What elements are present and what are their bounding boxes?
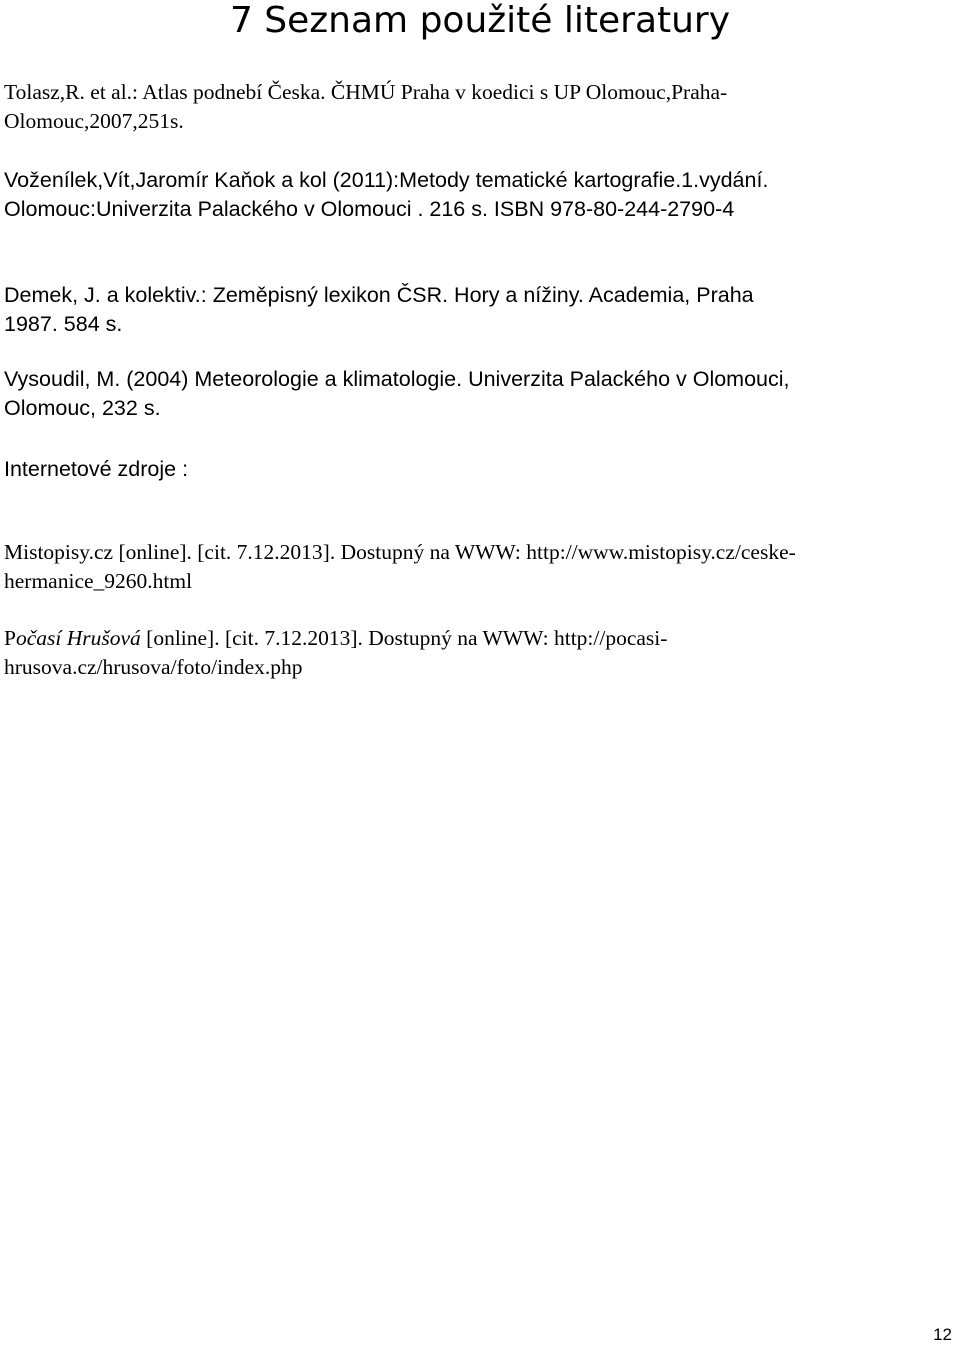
reference-tolasz bbox=[4, 78, 944, 136]
reference-mistopisy bbox=[4, 538, 944, 596]
page-title: 7 Seznam použité literatury bbox=[229, 0, 731, 41]
reference-line: Olomouc,2007,251s. bbox=[4, 109, 184, 133]
reference-pocasi-hrusova bbox=[4, 624, 944, 682]
reference-line: Olomouc:Univerzita Palackého v Olomouci . 216 s. ISBN 978-80-244-2790-4 bbox=[4, 197, 735, 221]
reference-line: Tolasz,R. et al.: Atlas podnebí Česka. ČHMÚ Praha v koedici s UP Olomouc,Praha- bbox=[4, 80, 728, 104]
reference-line: 1987. 584 s. bbox=[4, 312, 123, 336]
reference-line: Olomouc, 232 s. bbox=[4, 396, 161, 420]
reference-demek bbox=[4, 281, 944, 339]
reference-line: Mistopisy.cz [online]. [cit. 7.12.2013]. Dostupný na WWW: http://www.mistopisy.cz/ceske- bbox=[4, 540, 796, 564]
reference-vozenilek bbox=[4, 166, 944, 224]
reference-line: Demek, J. a kolektiv.: Zeměpisný lexikon ČSR. Hory a nížiny. Academia, Praha bbox=[4, 283, 754, 307]
reference-title-italic: očasí Hrušová bbox=[15, 626, 141, 650]
reference-line: hrusova.cz/hrusova/foto/index.php bbox=[4, 655, 303, 679]
internet-sources-label: Internetové zdroje : bbox=[4, 457, 189, 481]
reference-line: Vysoudil, M. (2004) Meteorologie a klimatologie. Univerzita Palackého v Olomouci, bbox=[4, 367, 790, 391]
reference-line: Voženílek,Vít,Jaromír Kaňok a kol (2011):Metody tematické kartografie.1.vydání. bbox=[4, 168, 769, 192]
reference-vysoudil bbox=[4, 365, 944, 423]
reference-line-rest: [online]. [cit. 7.12.2013]. Dostupný na WWW: http://pocasi- bbox=[140, 626, 668, 650]
reference-line bbox=[4, 624, 944, 653]
reference-line: hermanice_9260.html bbox=[4, 569, 193, 593]
page-number: 12 bbox=[933, 1325, 952, 1344]
reference-title-prefix: P bbox=[4, 626, 16, 650]
